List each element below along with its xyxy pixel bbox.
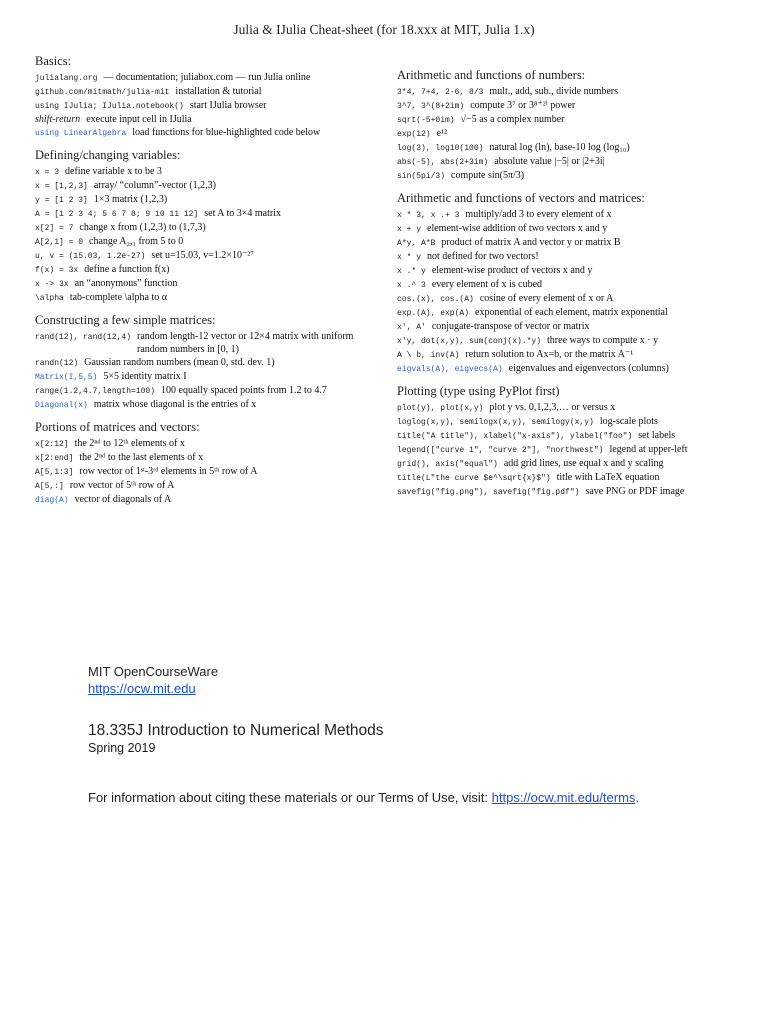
footer-org: MIT OpenCourseWare	[88, 664, 219, 679]
code-snippet: x', A'	[397, 323, 426, 332]
code-snippet: A*y, A*B	[397, 239, 436, 248]
code-description: not defined for two vectors!	[427, 251, 539, 262]
code-description: conjugate-transpose of vector or matrix	[431, 321, 590, 332]
code-snippet: diag(A)	[35, 496, 69, 505]
code-description: mult., add, sub., divide numbers	[489, 86, 619, 97]
code-description: save PNG or PDF image	[585, 486, 685, 497]
section-heading: Portions of matrices and vectors:	[35, 420, 200, 434]
code-snippet: x -> 3x	[35, 280, 69, 289]
section	[397, 191, 762, 376]
code-description: installation & tutorial	[175, 86, 262, 97]
cheat-row	[35, 179, 380, 193]
cheat-row	[35, 99, 380, 113]
cheat-row	[35, 356, 380, 370]
cheat-row	[397, 334, 762, 348]
cheat-row	[397, 141, 762, 155]
code-snippet: exp.(A), exp(A)	[397, 309, 470, 318]
code-description: random length-12 vector or 12×4 matrix with uniform random numbers in [0, 1)	[137, 331, 354, 355]
cheat-row	[397, 99, 762, 113]
code-snippet: y = [1 2 3]	[35, 196, 88, 205]
cheat-row	[397, 362, 762, 376]
code-description: change x from (1,2,3) to (1,7,3)	[79, 222, 206, 233]
code-snippet: f(x) = 3x	[35, 266, 79, 275]
cheat-row	[35, 71, 380, 85]
cheat-row	[397, 415, 762, 429]
code-description: tab-complete \alpha to α	[69, 292, 167, 303]
footer-term: Spring 2019	[88, 741, 156, 755]
code-snippet: Matrix(I,5,5)	[35, 373, 98, 382]
code-snippet: x .^ 3	[397, 281, 426, 290]
code-description: √−5 as a complex number	[460, 114, 565, 125]
code-snippet: A[5,1:3]	[35, 468, 74, 477]
code-snippet: cos.(x), cos.(A)	[397, 295, 474, 304]
cheat-row	[397, 169, 762, 183]
code-description: an “anonymous” function	[74, 278, 178, 289]
citation-end: .	[635, 790, 640, 805]
code-description: load functions for blue-highlighted code below	[132, 127, 321, 138]
code-snippet: randn(12)	[35, 359, 79, 368]
section	[397, 68, 762, 183]
cheat-row	[397, 485, 762, 499]
code-description: return solution to Ax=b, or the matrix A⁻¹	[465, 349, 634, 360]
code-snippet: sin(5pi/3)	[397, 172, 446, 181]
code-snippet: sqrt(-5+0im)	[397, 116, 455, 125]
code-description: legend at upper-left	[609, 444, 688, 455]
cheat-row	[35, 291, 380, 305]
cheat-row	[35, 479, 380, 493]
code-description: matrix whose diagonal is the entries of x	[93, 399, 257, 410]
code-description: add grid lines, use equal x and y scaling	[503, 458, 664, 469]
code-snippet: A \ b, inv(A)	[397, 351, 460, 360]
code-snippet: julialang.org	[35, 74, 98, 83]
cheat-row	[397, 127, 762, 141]
code-description: change A₂,₁ from 5 to 0	[89, 236, 184, 247]
cheat-row	[35, 384, 380, 398]
cheat-row	[35, 465, 380, 479]
code-snippet: grid(), axis("equal")	[397, 460, 498, 469]
cheat-row	[35, 249, 380, 263]
cheat-row	[35, 207, 380, 221]
code-description: exponential of each element, matrix exponential	[475, 307, 668, 318]
code-description: vector of diagonals of A	[74, 494, 172, 505]
section	[35, 148, 380, 305]
cheat-row	[35, 235, 380, 249]
cheat-row	[397, 278, 762, 292]
code-description: compute 3⁷ or 3⁸⁺²ⁱ power	[470, 100, 576, 111]
code-snippet: x = [1,2,3]	[35, 182, 88, 191]
code-description: every element of x is cubed	[431, 279, 543, 290]
code-description: define a function f(x)	[84, 264, 170, 275]
code-description: natural log (ln), base-10 log (log₁₀)	[489, 142, 630, 153]
code-description: Gaussian random numbers (mean 0, std. dev. 1)	[84, 357, 275, 368]
code-snippet: loglog(x,y), semilogx(x,y), semilogy(x,y)	[397, 418, 594, 427]
code-snippet: x[2:12]	[35, 440, 69, 449]
cheat-row	[397, 250, 762, 264]
code-description: compute sin(5π/3)	[451, 170, 525, 181]
code-description: 5×5 identity matrix I	[103, 371, 187, 382]
code-description: start IJulia browser	[189, 100, 267, 111]
cheat-row	[397, 471, 762, 485]
cheat-row	[397, 457, 762, 471]
code-description: 1×3 matrix (1,2,3)	[93, 194, 168, 205]
right-column	[397, 68, 762, 507]
code-snippet: range(1.2,4.7,length=100)	[35, 387, 156, 396]
code-snippet: 3*4, 7+4, 2-6, 8/3	[397, 88, 484, 97]
section-heading: Plotting (type using PyPlot first)	[397, 384, 560, 398]
code-snippet: A = [1 2 3 4; 5 6 7 8; 9 10 11 12]	[35, 210, 199, 219]
code-description: cosine of every element of x or A	[479, 293, 614, 304]
code-snippet: \alpha	[35, 294, 64, 303]
code-description: set A to 3×4 matrix	[204, 208, 281, 219]
section-heading: Defining/changing variables:	[35, 148, 181, 162]
code-snippet: x .* y	[397, 267, 426, 276]
footer-url-link[interactable]: https://ocw.mit.edu	[88, 681, 196, 696]
cheat-row	[35, 370, 380, 384]
cheat-row	[35, 330, 380, 356]
cheat-row	[397, 306, 762, 320]
cheat-row	[397, 443, 762, 457]
code-snippet: x = 3	[35, 168, 60, 177]
code-snippet: shift-return	[35, 114, 81, 125]
cheat-row	[35, 193, 380, 207]
code-description: row vector of 1ˢᵗ-3ʳᵈ elements in 5ᵗʰ row of A	[79, 466, 258, 477]
code-description: execute input cell in IJulia	[86, 114, 192, 125]
code-description: row vector of 5ᵗʰ row of A	[69, 480, 175, 491]
cheat-row	[35, 437, 380, 451]
code-snippet: using IJulia; IJulia.notebook()	[35, 102, 184, 111]
code-snippet: log(3), log10(100)	[397, 144, 484, 153]
code-description: eigenvalues and eigenvectors (columns)	[508, 363, 669, 374]
code-snippet: u, v = (15.03, 1.2e-27)	[35, 252, 146, 261]
cheat-row	[35, 493, 380, 507]
cheat-row	[35, 165, 380, 179]
code-snippet: x'y, dot(x,y), sum(conj(x).*y)	[397, 337, 542, 346]
code-snippet: x[2] = 7	[35, 224, 74, 233]
cheat-row	[35, 113, 380, 126]
code-snippet: legend(["curve 1", "curve 2"], "northwest")	[397, 446, 604, 455]
code-snippet: savefig("fig.png"), savefig("fig.pdf")	[397, 488, 580, 497]
code-description: multiply/add 3 to every element of x	[465, 209, 612, 220]
cheat-row	[397, 113, 762, 127]
code-snippet: abs(-5), abs(2+3im)	[397, 158, 489, 167]
code-description: element-wise product of vectors x and y	[431, 265, 593, 276]
footer-course: 18.335J Introduction to Numerical Methods	[88, 722, 384, 739]
code-description: set u=15.03, v=1.2×10⁻²⁷	[151, 250, 254, 261]
code-description: plot y vs. 0,1,2,3,… or versus x	[489, 402, 616, 413]
cheat-row	[397, 401, 762, 415]
cheat-row	[35, 263, 380, 277]
section	[35, 54, 380, 140]
section	[397, 384, 762, 499]
footer-citation	[88, 790, 639, 805]
code-snippet: Diagonal(x)	[35, 401, 88, 410]
cheat-row	[35, 126, 380, 140]
cheat-row	[35, 398, 380, 412]
cheat-row	[397, 208, 762, 222]
cheat-row	[397, 264, 762, 278]
code-snippet: x * y	[397, 253, 422, 262]
code-snippet: title("A title"), xlabel("x-axis"), ylabel("foo")	[397, 432, 633, 441]
code-snippet: title(L"the curve $e^\sqrt{x}$")	[397, 474, 551, 483]
code-description: element-wise addition of two vectors x and y	[427, 223, 608, 234]
citation-text: For information about citing these materials or our Terms of Use, visit:	[88, 790, 492, 805]
code-description: log-scale plots	[599, 416, 658, 427]
cheat-row	[397, 292, 762, 306]
cheat-row	[397, 85, 762, 99]
code-snippet: eigvals(A), eigvecs(A)	[397, 365, 503, 374]
left-column	[35, 54, 380, 515]
section-heading: Basics:	[35, 54, 72, 68]
cheat-row	[35, 85, 380, 99]
code-snippet: using LinearAlgebra	[35, 129, 127, 138]
code-snippet: exp(12)	[397, 130, 431, 139]
code-snippet: plot(y), plot(x,y)	[397, 404, 484, 413]
section-heading: Arithmetic and functions of vectors and matrices:	[397, 191, 645, 205]
section	[35, 420, 380, 507]
cheat-row	[35, 277, 380, 291]
code-description: 100 equally spaced points from 1.2 to 4.7	[161, 385, 327, 396]
code-description: e¹²	[436, 128, 448, 139]
code-description: product of matrix A and vector y or matrix B	[441, 237, 621, 248]
code-description: absolute value |−5| or |2+3i|	[494, 156, 605, 167]
cheat-row	[397, 236, 762, 250]
code-description: define variable x to be 3	[65, 166, 162, 177]
code-snippet: github.com/mitmath/julia-mit	[35, 88, 170, 97]
section-heading: Arithmetic and functions of numbers:	[397, 68, 586, 82]
code-snippet: x[2:end]	[35, 454, 74, 463]
code-description: set labels	[638, 430, 676, 441]
code-snippet: 3^7, 3^(8+2im)	[397, 102, 465, 111]
cheat-row	[397, 429, 762, 443]
code-description: array/ “column”-vector (1,2,3)	[93, 180, 216, 191]
cheat-row	[35, 221, 380, 235]
terms-link[interactable]: https://ocw.mit.edu/terms	[491, 790, 636, 805]
code-snippet: x + y	[397, 225, 422, 234]
section-heading: Constructing a few simple matrices:	[35, 313, 216, 327]
code-snippet: A[5,:]	[35, 482, 64, 491]
code-description: three ways to compute x · y	[547, 335, 659, 346]
section	[35, 313, 380, 412]
code-description: — documentation; juliabox.com — run Julia online	[103, 72, 311, 83]
code-snippet: rand(12), rand(12,4)	[35, 333, 132, 342]
code-snippet: A[2,1] = 0	[35, 238, 84, 247]
code-snippet: x * 3, x .+ 3	[397, 211, 460, 220]
cheat-row	[397, 155, 762, 169]
code-description: the 2ⁿᵈ to the last elements of x	[79, 452, 204, 463]
code-description: the 2ⁿᵈ to 12ᵗʰ elements of x	[74, 438, 185, 449]
cheat-row	[397, 348, 762, 362]
cheat-row	[397, 320, 762, 334]
document-title: Julia & IJulia Cheat-sheet (for 18.xxx at MIT, Julia 1.x)	[233, 22, 535, 37]
cheat-row	[397, 222, 762, 236]
cheat-row	[35, 451, 380, 465]
code-description: title with LaTeX equation	[556, 472, 660, 483]
